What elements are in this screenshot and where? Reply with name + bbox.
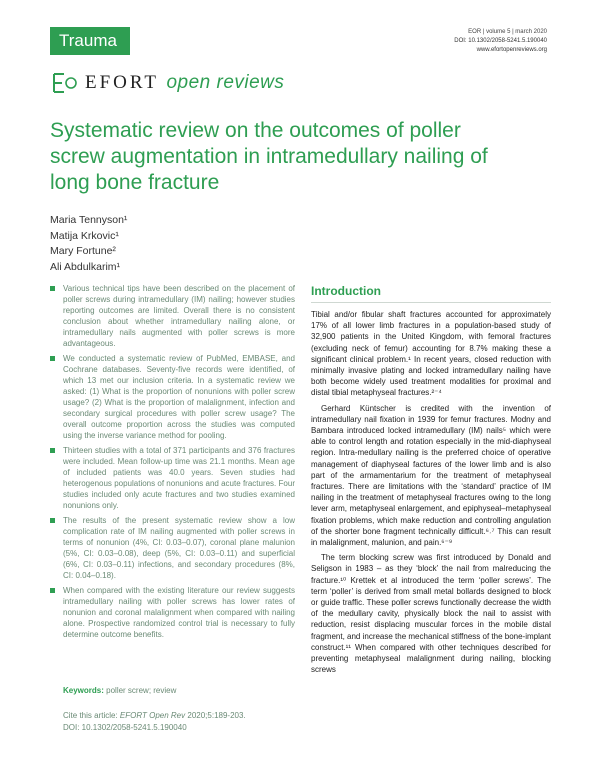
abstract-item <box>50 353 295 441</box>
abstract-item <box>50 445 295 511</box>
keywords <box>63 686 176 695</box>
abstract-item <box>50 585 295 640</box>
efort-logo-icon <box>50 72 78 99</box>
author: Ali Abdulkarim¹ <box>50 260 121 273</box>
section-tag: Trauma <box>50 27 130 55</box>
article-title: Systematic review on the outcomes of poller screw augmentation in intramedullary nailing of long bone fracture <box>50 119 488 194</box>
author-list <box>50 213 127 275</box>
journal-brand <box>85 72 284 94</box>
abstract-text: Various technical tips have been described on the placement of poller screws during intramedullary (IM) nailing; however studies reporting outcomes are limited. Overall there is no consistent conclusion about whether intramedullary nailing alone, or intramedullary nails augmented with poller screws is more advantageous. <box>63 284 295 348</box>
journal-volume-line: EOR | volume 5 | march 2020 <box>468 29 547 35</box>
abstract-text: When compared with the existing literature our review suggests intramedullary nailing with poller screws has lower rates of nonunion and coronal malalignment when compared with nailing alone. Prospective randomized control trial is necessary to fully determine outcome benefits. <box>63 586 295 639</box>
author: Matija Krkovic¹ <box>50 229 119 242</box>
brand-caps: EFORT <box>85 72 159 93</box>
doi-line: DOI: 10.1302/2058-5241.5.190040 <box>454 38 547 44</box>
intro-heading: Introduction <box>311 284 551 303</box>
citation <box>63 710 246 734</box>
intro-paragraph: The term blocking screw was first introduced by Donald and Seligson in 1983 – as they ‘block’ the nail from malreducing the fracture.¹⁰ Krettek et al introduced the term ‘poller screws’. The term ‘poller’ is derived from small metal bollards designed to block or guide traffic. These poller screws functionally decrease the width of the medullary cavity, physically block the nail to assist with reduction, resist displacing muscular forces in the mobile distal fragment, and increase the mechanical stiffness of the bone-implant construct.¹¹ When compared with other techniques described for preventing metaphyseal malalignment during nailing, blocking screws <box>311 553 551 675</box>
intro-paragraph: Tibial and/or fibular shaft fractures accounted for approximately 17% of all lower limb fractures in a population-based study of 32,900 patients in the United Kingdom, with femoral fractures (excluding neck of femur) accounting for 8.7% making these a significant clinical problem.¹ In recent years, closed reduction with minimally invasive plating and locked intramedullary nailing have both become widely used treatment modalities for proximal and distal tibial metaphyseal fractures.²⁻⁴ <box>311 310 551 398</box>
bullet-square-icon <box>50 356 55 361</box>
bullet-square-icon <box>50 518 55 523</box>
abstract-text: Thirteen studies with a total of 371 participants and 376 fractures were included. Mean follow-up time was 21.1 months. Mean age of included patients was 40.0 years. Seven studies had heterogenous populations of nonunions and acute fractures. Four studies included only acute fractures and two studies examined nonunions only. <box>63 446 295 510</box>
journal-url[interactable]: www.efortopenreviews.org <box>476 47 547 53</box>
abstract-item <box>50 515 295 581</box>
bullet-square-icon <box>50 286 55 291</box>
author: Mary Fortune² <box>50 245 116 257</box>
bullet-square-icon <box>50 588 55 593</box>
citation-ref: 2020;5:189-203. <box>187 711 246 720</box>
abstract <box>50 283 295 644</box>
keywords-label: Keywords: <box>63 686 104 695</box>
keywords-value: poller screw; review <box>106 686 177 695</box>
intro-body <box>311 309 551 680</box>
abstract-text: The results of the present systematic review show a low complication rate of IM nailing augmented with poller screws in terms of nonunion (4%, CI: 0.03–0.07), coronal plane malunion (5%, CI: 0.03–0.08), deep (5%, CI: 0.03–0.11) and superficial (6%, CI: 0.03–0.11) infections, and secondary procedures (8%, CI: 0.04–0.18). <box>63 516 295 580</box>
intro-paragraph: Gerhard Küntscher is credited with the invention of intramedullary nail fixation in 1939 for femur fractures. Modny and Bambara introduced locked intramedullary (IM) nails⁵ which were able to control length and rotation especially in the mid-diaphyseal region. Intra-medullary nailing is the preferred choice of operative management of diaphyseal factures of the lower limb and is also part of the armamentarium for the treatment of metaphyseal fractures. There are limitations with the ‘standard’ practice of IM nailing in the treatment of metaphyseal fractures owing to the long lever arm, metaphyseal enlargement, and epiphyseal–metaphyseal fixation problems, which make reduction and controlling angulation of the shorter bone fragment technically difficult.⁶˒⁷ This can result in malalignment, malunion, and pain.⁶⁻⁹ <box>311 403 551 548</box>
abstract-item <box>50 283 295 349</box>
citation-journal: EFORT Open Rev <box>119 711 186 720</box>
journal-info <box>454 28 547 55</box>
author: Maria Tennyson¹ <box>50 214 128 226</box>
citation-prefix: Cite this article: <box>63 711 118 720</box>
brand-italic: open reviews <box>166 72 285 93</box>
bullet-square-icon <box>50 448 55 453</box>
citation-doi[interactable]: DOI: 10.1302/2058-5241.5.190040 <box>63 723 187 732</box>
abstract-text: We conducted a systematic review of PubMed, EMBASE, and Cochrane databases. Seventy-five records were identified, of which 13 met our inclusion criteria. In a systematic review we asked: (1) What is the proportion of nonunions with poller screw usage? (2) What is the proportion of malalignment, infection and secondary surgical procedures with poller screw usage? The overall outcome proportion across the studies was computed using the inverse variance method for pooling. <box>63 354 295 440</box>
